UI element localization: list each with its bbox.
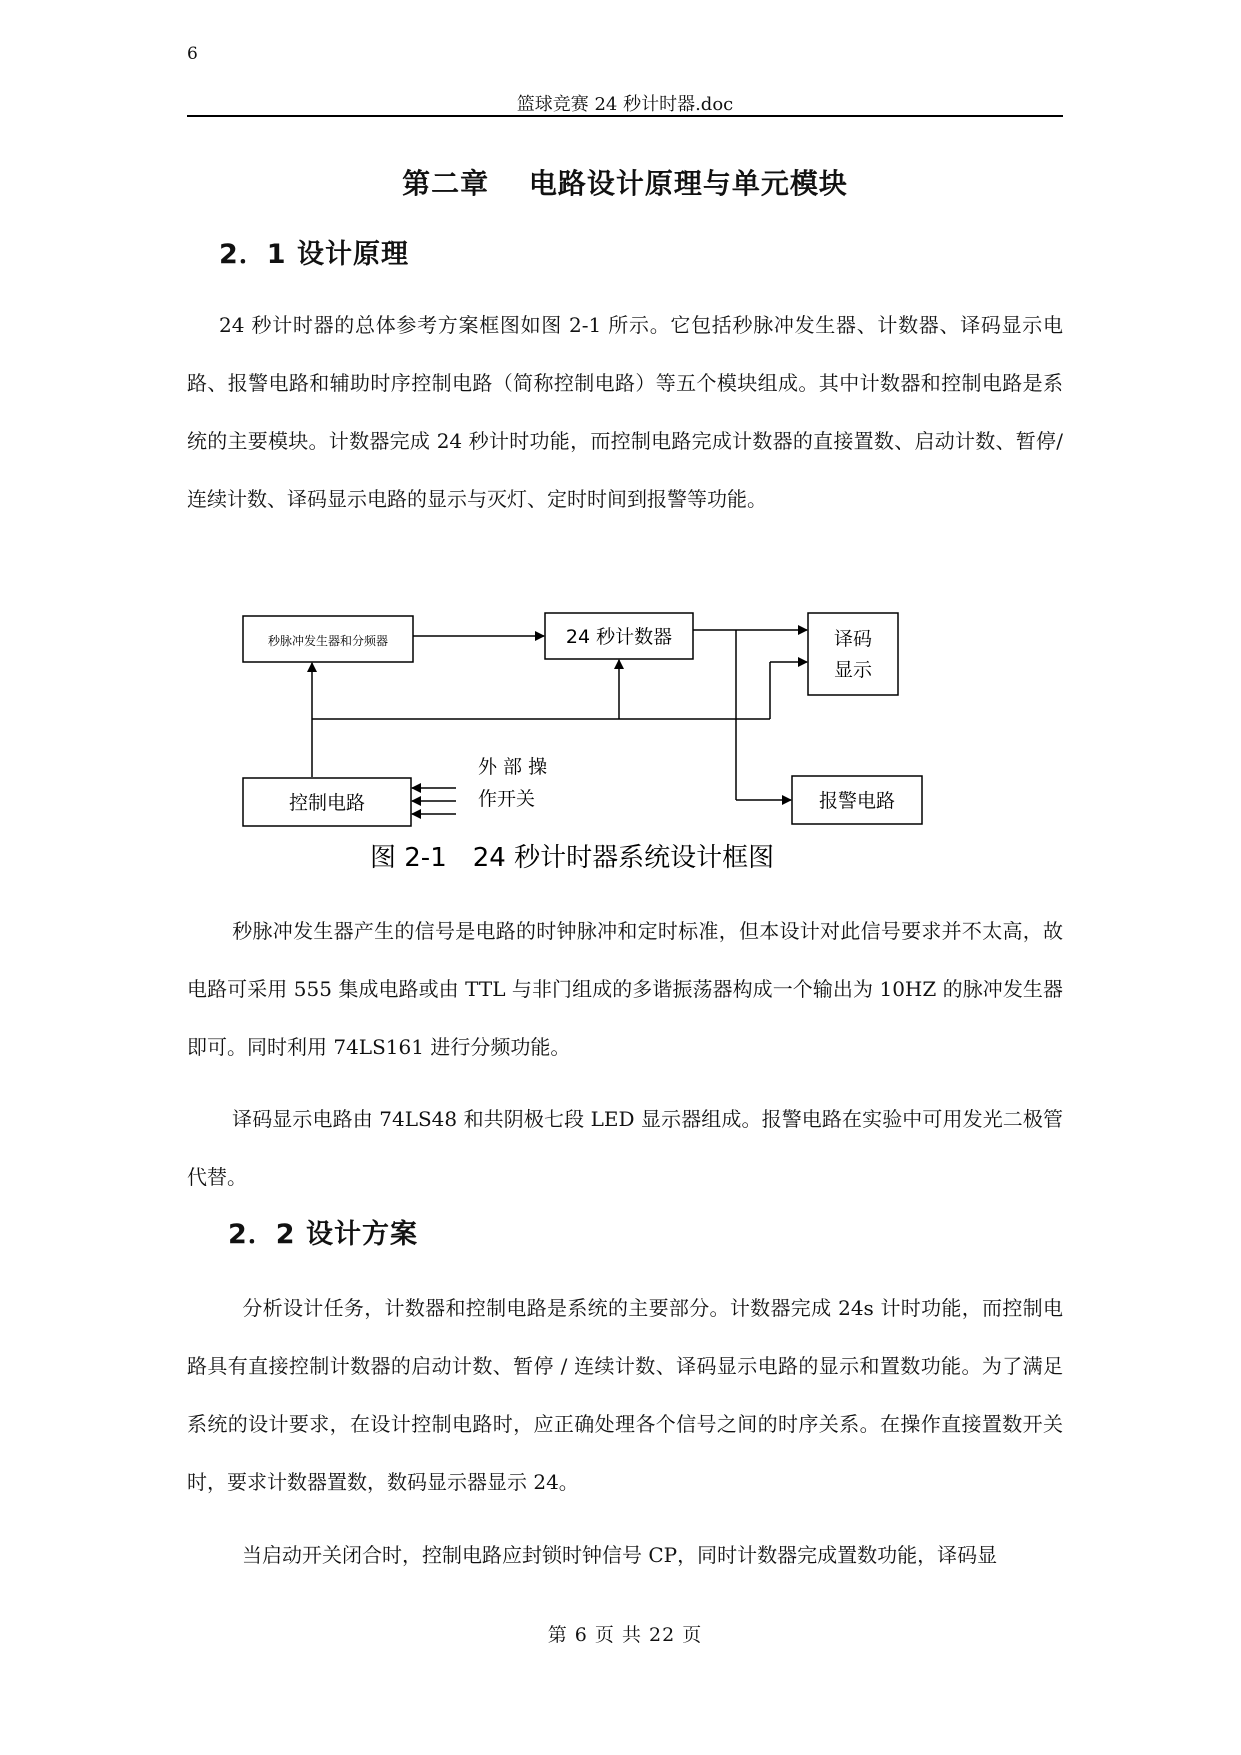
paragraph-3: 译码显示电路由 74LS48 和共阴极七段 LED 显示器组成。报警电路在实验中可用发光二极管代替。 bbox=[187, 1107, 1063, 1189]
figure-caption: 图 2-1 24 秒计时器系统设计框图 bbox=[370, 843, 775, 873]
running-header: 篮球竞赛 24 秒计时器.doc bbox=[516, 94, 734, 115]
decode-display-box bbox=[808, 613, 898, 695]
paragraph-4: 分析设计任务，计数器和控制电路是系统的主要部分。计数器完成 24s 计时功能，而控制电路具有直接控制计数器的启动计数、暂停 / 连续计数、译码显示电路的显示和置数功能。为了满足系统的设计要求，在设计控制电路时，应正确处理各个信号之间的时序关系。在操作直接置数开关时，要求计数器置数，数码显示器显示 24。 bbox=[187, 1296, 1063, 1494]
page-footer: 第 6 页 共 22 页 bbox=[547, 1624, 703, 1646]
external-switch-label-line2: 作开关 bbox=[478, 788, 536, 810]
page-number-top: 6 bbox=[187, 44, 198, 64]
paragraph-1: 24 秒计时器的总体参考方案框图如图 2-1 所示。它包括秒脉冲发生器、计数器、译码显示电路、报警电路和辅助时序控制电路（简称控制电路）等五个模块组成。其中计数器和控制电路是系统的主要模块。计数器完成 24 秒计时功能，而控制电路完成计数器的直接置数、启动计数、暂停/连续计数、译码显示电路的显示与灭灯、定时时间到报警等功能。 bbox=[187, 313, 1063, 511]
counter-label: 24 秒计数器 bbox=[565, 626, 673, 648]
section-heading-2-2: 2．2 设计方案 bbox=[228, 1219, 418, 1250]
header-rule bbox=[187, 115, 1063, 117]
control-circuit-label: 控制电路 bbox=[288, 792, 366, 814]
alarm-circuit-label: 报警电路 bbox=[818, 790, 896, 812]
pulse-generator-label: 秒脉冲发生器和分频器 bbox=[267, 634, 389, 648]
paragraph-5: 当启动开关闭合时，控制电路应封锁时钟信号 CP，同时计数器完成置数功能，译码显 bbox=[242, 1543, 998, 1567]
paragraph-2: 秒脉冲发生器产生的信号是电路的时钟脉冲和定时标准，但本设计对此信号要求并不太高，故电路可采用 555 集成电路或由 TTL 与非门组成的多谐振荡器构成一个输出为 10HZ 的脉冲发生器即可。同时利用 74LS161 进行分频功能。 bbox=[187, 919, 1063, 1059]
external-switch-label-line1: 外 部 操 bbox=[478, 756, 548, 778]
chapter-title: 第二章 电路设计原理与单元模块 bbox=[402, 167, 848, 200]
system-block-diagram bbox=[230, 600, 950, 890]
decode-label-line2: 显示 bbox=[833, 659, 873, 681]
decode-label-line1: 译码 bbox=[833, 628, 873, 650]
section-heading-2-1: 2．1 设计原理 bbox=[219, 239, 409, 270]
